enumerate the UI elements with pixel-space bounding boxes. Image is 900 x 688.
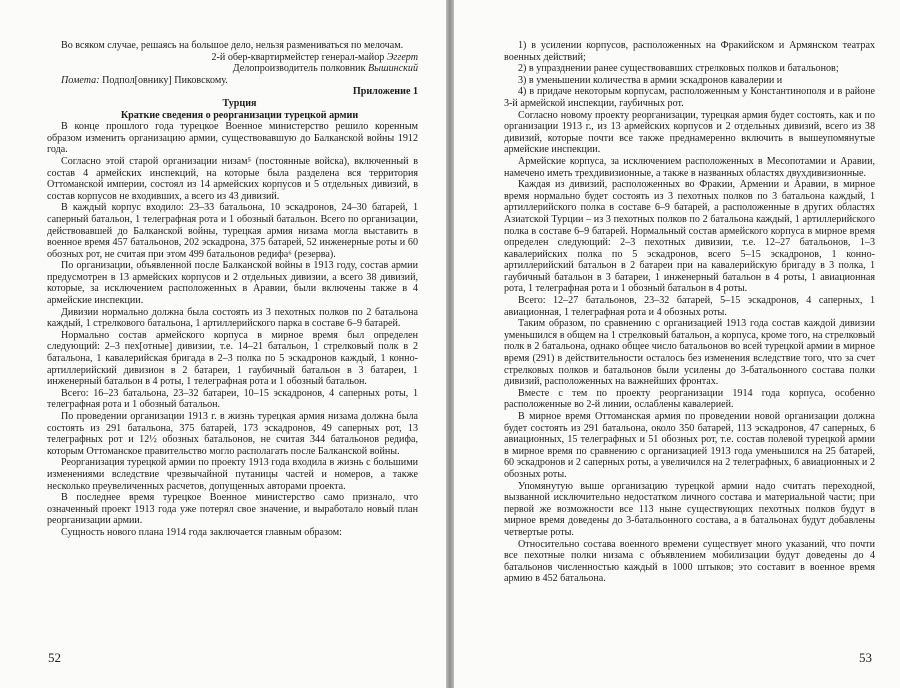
body-paragraph: Всего: 16–23 батальона, 23–32 батареи, 10–15 эскадронов, 4 саперных роты, 1 телеграфная рота и 1 обозный батальон. [47,387,418,411]
list-item: 3) в уменьшении количества в армии эскадронов кавалерии и [518,74,783,86]
resolution-note [47,75,418,87]
body-paragraph: Дивизии нормально должна была состоять из 3 пехотных полков по 2 батальона каждый, 1 стрелкового батальона, 1 артиллерийского парка в составе 6–9 батарей. [47,306,418,330]
signature-eggert-name: Эггерт [386,51,418,63]
right-text-column [504,40,875,585]
list-item: 2) в упразднении ранее существовавших стрелковых полков и батальонов; [518,63,839,75]
body-paragraph: Упомянутую выше организацию турецкой армии надо считать переходной, вызванной исключительно недостатком личного состава и материальной части; при первой же возможности все 113 ныне существующих пехотных полков будут в мирное время доведены до 3-батальонного состава, а в батальонах будут добавлены четвертые роты. [504,480,875,538]
body-paragraph: По организации, объявленной после Балканской войны в 1913 году, состав армии предусмотрен в 13 армейских корпусов и 2 отдельных дивизии, а всего 38 дивизий, которые, за исключением расположенных в Аравии, были включены также в 4 армейские инспекции. [47,260,418,307]
body-paragraph: В конце прошлого года турецкое Военное министерство решило коренным образом изменить организацию армии, существовавшую до Балканской войны 1912 года. [47,121,418,156]
signature-vyshinsky-rank: Делопроизводитель полковник [232,63,369,75]
signature-vyshinsky [47,63,418,75]
body-paragraph: Согласно новому проекту реорганизации, турецкая армия будет состоять, как и по организации 1913 г., из 13 армейских корпусов и 2 отдельных дивизий, всего из 38 дивизий, которые почти все также преднамеренно включить в вышеупомянутые армейские инспекции. [504,109,875,156]
body-paragraph: Таким образом, по сравнению с организацией 1913 года состав каждой дивизии уменьшился в общем на 1 стрелковый батальон, а корпуса, кроме того, на стрелковый полк в 2 батальона, однако общее число батальонов во всей турецкой армии в мирное время (291) в действительности осталось без изменения вследствие того, что за счет стрелковых полков и батальонов были усилены до 3-батальонного состава полки дивизий, расположенных на важнейших фронтах. [504,318,875,388]
appendix-label: Приложение 1 [352,86,418,98]
body-paragraph: В каждый корпус входило: 23–33 батальона, 10 эскадронов, 24–30 батарей, 1 саперный батальон, 1 телеграфная рота и 1 обозный батальон. Всего по организации, действовавшей до Балканской войны, турецкая армия низама могла выставить в военное время 457 батальонов, 202 эскадрона, 375 батарей, 52 инженерные роты и 60 обозных рот, не считая при этом 499 батальонов редифа⁶ (резерва). [47,202,418,260]
signature-eggert [47,52,418,64]
body-paragraph: В мирное время Оттоманская армия по проведении новой организации должна будет состоять из 291 батальона, около 350 батарей, 113 эскадронов, 47 саперных, 6 авиационных, 15 телеграфных и 51 обозных рот, т.е. состав полевой турецкой армии в мирное время по сравнению с организацией 1913 года уменьшился на 25 батарей, 60 эскадронов и 2 саперных роты, а увеличился на 2 телеграфных, 6 авиационных и 2 обозных роты. [504,411,875,480]
signature-vyshinsky-name: Вышинский [368,63,418,75]
body-paragraph: Согласно этой старой организации низам⁵ (постоянные войска), включенный в состав 4 армейских инспекций, на которые была разделена вся территория Оттоманской империи, состоял из 14 армейских корпусов и 5 отдельных дивизий, в состав корпусов не входивших, а всего из 43 дивизий. [47,155,418,202]
resolution-note-label: Помета: [61,74,100,86]
list-item: 1) в усилении корпусов, расположенных на Фракийском и Армянском театрах военных действий; [504,40,875,63]
body-paragraph: Реорганизация турецкой армии по проекту 1913 года входила в жизнь с большими изменениями вследствие чрезвычайной путаницы частей и номеров, а также несколько преувеличенных расчетов, допущенных авторами проекта. [47,457,418,492]
page-number-left: 52 [48,650,61,665]
body-paragraph: Относительно состава военного времени существует много указаний, что почти все пехотные полки низама с объявлением мобилизации будут доведены до 4 батальонов численностью каждый в 1000 штыков; это составит в военное время армию в 452 батальона. [504,538,875,585]
page-number-right: 53 [859,650,872,665]
book-gutter [446,0,454,688]
body-paragraph: Сущность нового плана 1914 года заключается главным образом: [61,526,342,538]
body-paragraph: Армейские корпуса, за исключением расположенных в Месопотамии и Аравии, намечено иметь трехдивизионные, а также в названных областях двухдивизионные. [504,155,875,179]
list-item: 4) в придаче некоторым корпусам, расположенным у Константинополя и в районе 3-й армейской инспекции, гаубичных рот. [504,86,875,109]
body-paragraph: Каждая из дивизий, расположенных во Фракии, Армении и Аравии, в мирное время нормально будет состоять из 3 пехотных полков по 3 батальона каждый, 1 артиллерийского полка в составе 6–9 батарей, а расположенные в других областях Азиатской Турции – из 3 пехотных полков по 2 батальона каждый, 1 артиллерийского полка в составе 6–9 батарей. Нормальный состав армейского корпуса в мирное время определен следующий: 2–3 пехотных дивизии, т.е. 12–27 батальонов, 1–3 кавалерийских полка по 5 эскадронов, всего 5–15 эскадронов, 1 конно-артиллерийский батальон в 2 батареи при на кавалерийскую бригаду в 3 полка, 1 гаубичный батальон в 3 батареи, 1 инженерный батальон в 4 роты, 1 авиационная рота, 1 телеграфная рота и 1 обозный батальон в 4 роты. [504,179,875,295]
body-paragraph: Нормально состав армейского корпуса в мирное время был определен следующий: 2–3 пех[отные] дивизии, т.е. 14–21 батальон, 1 стрелковый полк в 2 батальона, 1 кавалерийская бригада в 2–3 полка по 5 эскадронов каждый, 1 конно-артиллерийский дивизион в 2 батареи, 1 гаубичный батальон в 3 батареи, 1 инженерный батальон в 4 роты, 1 телеграфная рота и 1 обозный батальон. [47,329,418,388]
left-page [0,0,446,688]
body-paragraph: В последнее время турецкое Военное министерство само признало, что означенный проект 1913 года уже потерял свое значение, и выработало новый план реорганизации армии. [47,492,418,527]
section-heading-country: Турция [222,97,257,109]
section-heading-title: Краткие сведения о реорганизации турецкой армии [120,109,359,121]
body-paragraph: Вместе с тем по проекту реорганизации 1914 года корпуса, особенно расположенные во 2-й линии, ослаблены кавалерией. [504,387,875,411]
resolution-note-text: Подпол[овнику] Пиковскому. [99,74,228,86]
signature-eggert-rank: 2-й обер-квартирмейстер генерал-майор [211,51,387,63]
intro-paragraph: Во всяком случае, решаясь на большое дело, нельзя размениваться по мелочам. [61,40,404,51]
body-paragraph: Всего: 12–27 батальонов, 23–32 батарей, 5–15 эскадронов, 4 саперных, 1 авиационная, 1 телеграфная рота и 4 обозных роты. [504,295,875,318]
body-paragraph: По проведении организации 1913 г. в жизнь турецкая армия низама должна была состоять из 291 батальона, 375 батарей, 173 эскадронов, 49 саперных рот, 13 телеграфных рот и 12½ обозных батальонов, не считая 344 батальонов редифа, которым Оттоманское правительство могло располагать после Балканской войны. [47,411,418,457]
right-page [454,0,900,688]
left-text-column [47,40,418,539]
